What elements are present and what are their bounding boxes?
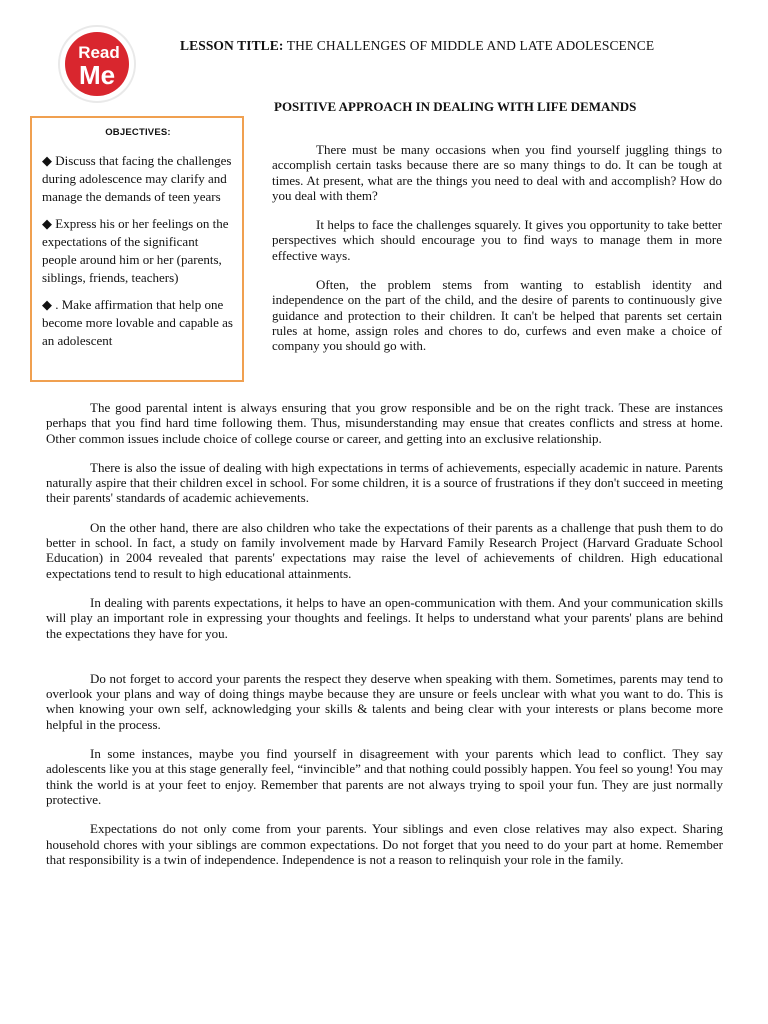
intro-column [272, 142, 722, 368]
section-title: POSITIVE APPROACH IN DEALING WITH LIFE DEMANDS [274, 99, 637, 114]
intro-paragraph: There must be many occasions when you find yourself juggling things to accomplish certain tasks because there are so many things to do. It can be tough at times. At present, what are the things you need to deal with and accomplish? How do you deal with them? [272, 142, 722, 203]
lesson-title-label: LESSON TITLE: [180, 38, 284, 53]
objectives-box [30, 116, 244, 382]
body-paragraph: Expectations do not only come from your parents. Your siblings and even close relatives may also expect. Sharing household chores with your siblings are common expectations. Do not forget that you need to do your part at home. Remember that responsibility is a twin of independence. Independence is not a reason to relinquish your role in the family. [46, 821, 723, 867]
logo-text-me: Me [78, 60, 116, 90]
objective-item: ◆ . Make affirmation that help one become more lovable and capable as an adolescent [42, 297, 233, 348]
body-text [46, 400, 723, 881]
intro-paragraph: Often, the problem stems from wanting to establish identity and independence on the part of the child, and the desire of parents to continuously give guidance and protection to their children. It can't be helped that parents set certain rules at home, assign roles and chores to do, curfews and even make a choice of company you should go with. [272, 277, 722, 354]
objectives-heading: OBJECTIVES: [105, 127, 171, 138]
lesson-title-text: THE CHALLENGES OF MIDDLE AND LATE ADOLESCENCE [286, 38, 655, 53]
body-paragraph: On the other hand, there are also children who take the expectations of their parents as a challenge that push them to do better in school. In fact, a study on family involvement made by Harvard Family Research Project (Harvard Graduate School Education) in 2004 revealed that parents' expectations may raise the level of achievements of children. High educational expectations tend to result to high educational attainments. [46, 519, 723, 581]
body-paragraph: Do not forget to accord your parents the respect they deserve when speaking with them. Sometimes, parents may tend to overlook your plans and way of doing things maybe because they are unsure or feels unclear with what you want to do. This is when knowing your own self, acknowledging your skills & talents and being clear with your interests or plans become more helpful in the process. [46, 670, 723, 732]
body-paragraph: The good parental intent is always ensuring that you grow responsible and be on the right track. These are instances perhaps that you find hard time following them. Thus, misunderstanding may ensue that creates conflicts and stress at home. Other common issues include choice of college course or career, and getting into an exclusive relationship. [46, 400, 723, 446]
body-paragraph: There is also the issue of dealing with high expectations in terms of achievements, especially academic in nature. Parents naturally aspire that their children excel in school. For some children, it is a source of frustrations if they don't succeed in meeting their parents' standards of academic achievements. [46, 459, 723, 506]
objective-item: ◆ Express his or her feelings on the expectations of the significant people around him or her (parents, siblings, friends, teachers) [42, 216, 229, 285]
body-paragraph: In some instances, maybe you find yourself in disagreement with your parents which lead to conflict. They say adolescents like you at this stage generally feel, “invincible” and that nothing could possibly happen. You feel so young! You may think the world is at your feet to enjoy. Remember that parents are not always trying to spoil your fun. They are just normally protective. [46, 746, 723, 807]
objective-item: ◆ Discuss that facing the challenges during adolescence may clarify and manage the demands of teen years [42, 153, 232, 204]
logo-text-read: Read [78, 43, 120, 62]
read-me-logo-icon [56, 24, 138, 104]
intro-paragraph: It helps to face the challenges squarely. It gives you opportunity to take better perspectives which should encourage you to find ways to manage them in more effective ways. [272, 217, 722, 263]
body-paragraph: In dealing with parents expectations, it helps to have an open-communication with them. And your communication skills will play an important role in expressing your thoughts and feelings. It helps to understand what your parents' plans are behind the expectations they have for you. [46, 594, 723, 641]
lesson-title [180, 38, 654, 54]
read-me-logo [56, 24, 138, 104]
